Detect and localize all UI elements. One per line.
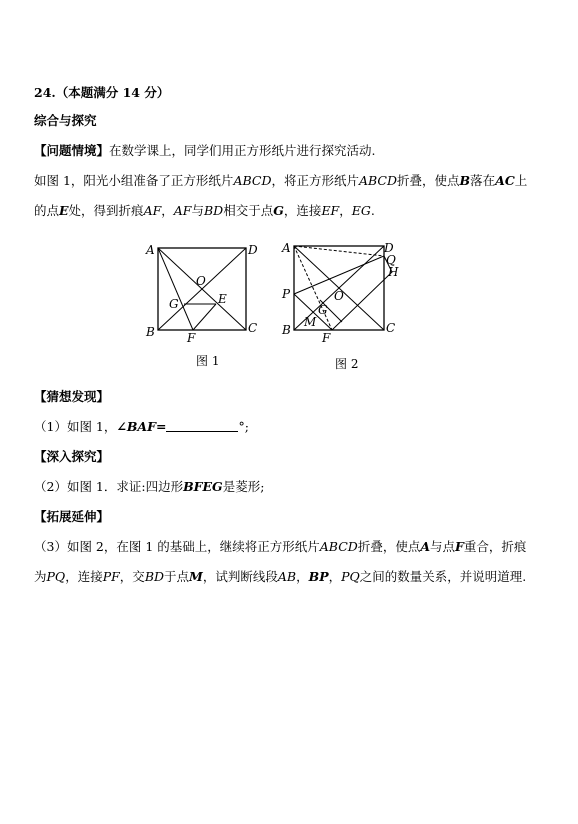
q3-text: ，试判断线段	[202, 569, 278, 584]
q3-text: ，连接	[65, 569, 103, 584]
situation-tag: 【问题情境】	[34, 143, 110, 158]
fig1-label: F	[187, 331, 196, 344]
fig2-label: Q	[386, 253, 396, 267]
q2-text: （2）如图 1．求证:四边形	[34, 479, 184, 494]
fig1-label: B	[146, 325, 155, 339]
fig2-label: B	[282, 323, 291, 337]
q3-symbol: M	[189, 569, 203, 584]
q3-symbol: A	[420, 539, 431, 554]
q3-text: 折叠，使点	[357, 539, 421, 554]
q3-symbol: ABCD	[319, 539, 358, 554]
question-header	[34, 84, 169, 102]
q3-text: 于点	[164, 569, 190, 584]
q1-text: （1）如图 1，	[34, 419, 117, 434]
question-1	[34, 418, 249, 436]
intro-text: ，	[339, 203, 352, 218]
intro-symbol: AF	[173, 203, 192, 218]
intro-symbol: G	[273, 203, 284, 218]
q2-text: 是菱形;	[222, 479, 265, 494]
fig2-label: A	[282, 241, 291, 255]
intro-text: 上	[514, 173, 528, 188]
fig2-label: P	[282, 287, 291, 301]
intro-line-1	[34, 172, 527, 190]
intro-text: 处，得到折痕	[68, 203, 144, 218]
figure-2-diagram	[280, 240, 402, 344]
fig2-dashed-aq	[294, 246, 384, 256]
fig1-label: E	[218, 292, 227, 306]
intro-symbol: EG	[351, 203, 371, 218]
intro-symbol: ABCD	[358, 173, 398, 188]
fig1-crease-af	[158, 248, 193, 330]
q3-text: ，	[296, 569, 309, 584]
intro-text: 落在	[470, 173, 496, 188]
intro-symbol: EF	[321, 203, 340, 218]
fig2-label: D	[384, 241, 394, 255]
fig1-label: D	[248, 243, 258, 257]
figure-2-caption: 图 2	[335, 357, 359, 371]
fig2-label: O	[334, 289, 344, 303]
intro-line-2	[34, 202, 375, 220]
q3-symbol: F	[455, 539, 464, 554]
intro-symbol: ABCD	[233, 173, 272, 188]
q3-symbol: BP	[308, 569, 329, 584]
intro-text: ，将正方形纸片	[271, 173, 359, 188]
question-3-line-1	[34, 538, 526, 556]
q3-text: （3）如图 2，在图 1 的基础上，继续将正方形纸片	[34, 539, 320, 554]
fig1-label: O	[196, 274, 206, 288]
q3-symbol: AB	[277, 569, 297, 584]
situation-line	[34, 142, 376, 160]
q3-text: 与点	[430, 539, 456, 554]
intro-text: ，	[161, 203, 174, 218]
situation-text: 在数学课上，同学们用正方形纸片进行探究活动.	[109, 143, 376, 158]
question-3-line-2	[34, 568, 526, 586]
fig2-label: G	[318, 303, 328, 317]
fig2-label: F	[322, 331, 331, 344]
intro-text: 如图 1，阳光小组准备了正方形纸片	[34, 173, 234, 188]
q3-text: ，	[328, 569, 342, 584]
fig1-label: A	[146, 243, 155, 257]
intro-text: 折叠，使点	[397, 173, 460, 188]
extend-tag: 【拓展延伸】	[34, 509, 110, 524]
question-2	[34, 478, 264, 496]
figure-1-caption: 图 1	[196, 354, 220, 368]
q2-symbol: BFEG	[183, 479, 223, 494]
question-number: 24.	[34, 85, 56, 100]
fig2-label: C	[386, 321, 396, 335]
intro-text: ，连接	[283, 203, 322, 218]
intro-symbol: AF	[143, 203, 162, 218]
q3-symbol: PF	[102, 569, 120, 584]
intro-symbol: E	[59, 203, 69, 218]
q3-text: 为	[34, 569, 47, 584]
intro-text: 的点	[34, 203, 60, 218]
fig2-label: H	[388, 265, 399, 279]
explore-tag: 【深入探究】	[34, 449, 110, 464]
fig1-label: C	[248, 321, 258, 335]
intro-text: 与	[191, 203, 204, 218]
fig1-segment-ef	[193, 304, 216, 330]
q3-symbol: PQ	[46, 569, 66, 584]
fig1-label: G	[169, 297, 179, 311]
section-title: 综合与探究	[34, 113, 97, 128]
answer-blank[interactable]	[166, 419, 238, 432]
intro-symbol: B	[459, 173, 471, 188]
question-score: （本题满分 14 分）	[55, 85, 170, 100]
intro-text: .	[370, 203, 375, 218]
intro-text: 相交于点	[223, 203, 274, 218]
intro-symbol: BD	[204, 203, 224, 218]
figure-1-diagram	[144, 240, 260, 344]
fig2-label: M	[304, 315, 317, 329]
q3-symbol: PQ	[341, 569, 360, 584]
guess-tag: 【猜想发现】	[34, 389, 110, 404]
q3-symbol: BD	[144, 569, 165, 584]
q3-text: 重合，折痕	[463, 539, 527, 554]
q1-text: °;	[238, 419, 249, 434]
intro-symbol: AC	[495, 173, 515, 188]
q1-angle: ∠BAF=	[116, 419, 167, 434]
q3-text: ，交	[119, 569, 145, 584]
q3-text: 之间的数量关系，并说明道理.	[359, 569, 527, 584]
